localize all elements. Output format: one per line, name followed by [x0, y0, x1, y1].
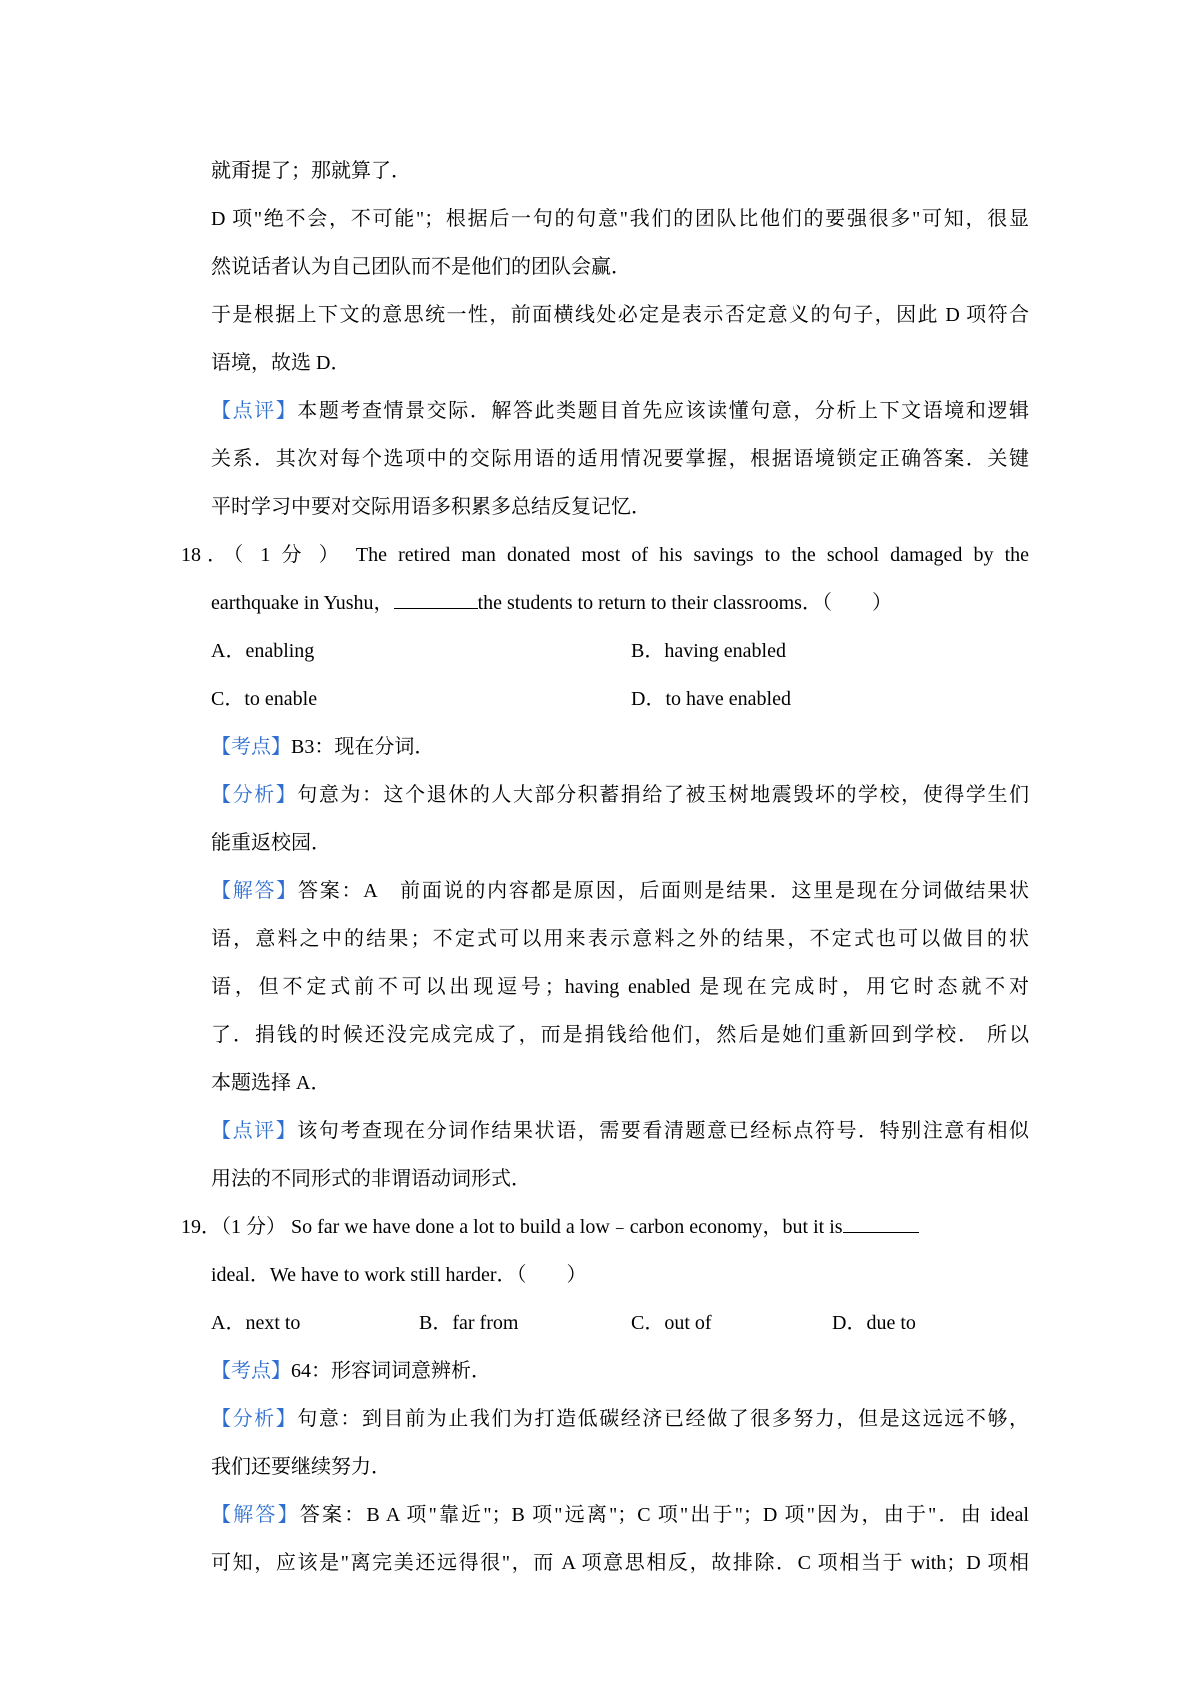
- text-line: 关系．其次对每个选项中的交际用语的适用情况要掌握，根据语境锁定正确答案．关键: [211, 448, 1029, 470]
- text-line: D 项"绝不会，不可能"；根据后一句的句意"我们的团队比他们的要强很多"可知，很显: [211, 208, 1029, 230]
- solution-tag: 【解答】: [211, 880, 298, 902]
- text-line: 我们还要继续努力．: [211, 1456, 391, 1478]
- knowledge-point-line: [211, 733, 1029, 761]
- analysis-tag: 【分析】: [211, 784, 298, 806]
- analysis-tag: 【分析】: [211, 1408, 298, 1430]
- analysis-text: 句意为：这个退休的人大部分积蓄捐给了被玉树地震毁坏的学校，使得学生们: [297, 784, 1030, 806]
- knowledge-point-tag: 【考点】: [211, 1360, 291, 1382]
- comment-line: [211, 1117, 1029, 1145]
- text-line: 于是根据上下文的意思统一性，前面横线处必定是表示否定意义的句子，因此 D 项符合: [211, 304, 1029, 326]
- question-18-stem-cont: [211, 589, 1029, 617]
- solution-text: 答案：B A 项"靠近"；B 项"远离"；C 项"出于"；D 项"因为，由于"．由 ideal: [299, 1504, 1029, 1526]
- comment-tag: 【点评】: [211, 1120, 298, 1142]
- analysis-text: 句意：到目前为止我们为打造低碳经济已经做了很多努力，但是这远远不够，: [297, 1408, 1030, 1430]
- text-line: 语，但不定式前不可以出现逗号；having enabled 是现在完成时，用它时态就不对: [211, 976, 1029, 998]
- knowledge-point-line: [211, 1357, 1029, 1385]
- question-19-option-d: D．due to: [832, 1312, 916, 1334]
- question-19-stem-cont: ideal．We have to work still harder．（ ）: [211, 1264, 587, 1286]
- text-line: 平时学习中要对交际用语多积累多总结反复记忆．: [211, 496, 651, 518]
- comment-line: [211, 397, 1029, 425]
- question-18-option-c: C．to enable: [211, 688, 318, 710]
- analysis-line: [211, 781, 1029, 809]
- question-19-option-b: B．far from: [419, 1312, 519, 1334]
- analysis-line: [211, 1405, 1029, 1433]
- text-line: 用法的不同形式的非谓语动词形式．: [211, 1168, 531, 1190]
- knowledge-point-text: 64：形容词词意辨析．: [291, 1360, 491, 1382]
- comment-text: 本题考查情景交际．解答此类题目首先应该读懂句意，分析上下文语境和逻辑: [297, 400, 1030, 422]
- knowledge-point-tag: 【考点】: [211, 736, 291, 758]
- question-19-option-a: A．next to: [211, 1312, 301, 1334]
- stem-text: earthquake in Yushu，: [211, 592, 394, 614]
- answer-blank: [394, 590, 478, 609]
- text-line: 就甭提了；那就算了．: [211, 160, 411, 182]
- comment-text: 该句考查现在分词作结果状语，需要看清题意已经标点符号．特别注意有相似: [297, 1120, 1030, 1142]
- stem-text: the students to return to their classrooms．（ ）: [477, 592, 892, 614]
- question-19-stem: [181, 1213, 1029, 1241]
- text-line: 然说话者认为自己团队而不是他们的团队会赢．: [211, 256, 631, 278]
- text-line: 语，意料之中的结果；不定式可以用来表示意料之外的结果，不定式也可以做目的状: [211, 928, 1029, 950]
- text-line: 了．捐钱的时候还没完成完成了，而是捐钱给他们，然后是她们重新回到学校． 所以: [211, 1024, 1029, 1046]
- text-line: 可知，应该是"离完美还远得很"，而 A 项意思相反，故排除．C 项相当于 with；D 项相: [211, 1552, 1029, 1574]
- text-line: 本题选择 A．: [211, 1072, 331, 1094]
- text-line: 能重返校园．: [211, 832, 331, 854]
- question-19-option-c: C．out of: [631, 1312, 712, 1334]
- answer-blank: [843, 1214, 919, 1233]
- question-18-option-d: D．to have enabled: [631, 688, 791, 710]
- solution-text: 答案：A 前面说的内容都是原因，后面则是结果．这里是现在分词做结果状: [298, 880, 1030, 902]
- question-18-option-a: A．enabling: [211, 640, 315, 662]
- comment-tag: 【点评】: [211, 400, 298, 422]
- solution-tag: 【解答】: [211, 1504, 300, 1526]
- question-18-option-b: B．having enabled: [631, 640, 786, 662]
- solution-line: [211, 877, 1029, 905]
- solution-line: [211, 1501, 1029, 1529]
- text-line: 语境，故选 D．: [211, 352, 351, 374]
- question-18-stem: 18．（ 1 分 ） The retired man donated most of his savings to the school damaged by the: [181, 544, 1029, 566]
- stem-text: 19．（1 分） So far we have done a lot to build a low﹣carbon economy，but it is: [181, 1216, 843, 1238]
- knowledge-point-text: B3：现在分词．: [291, 736, 435, 758]
